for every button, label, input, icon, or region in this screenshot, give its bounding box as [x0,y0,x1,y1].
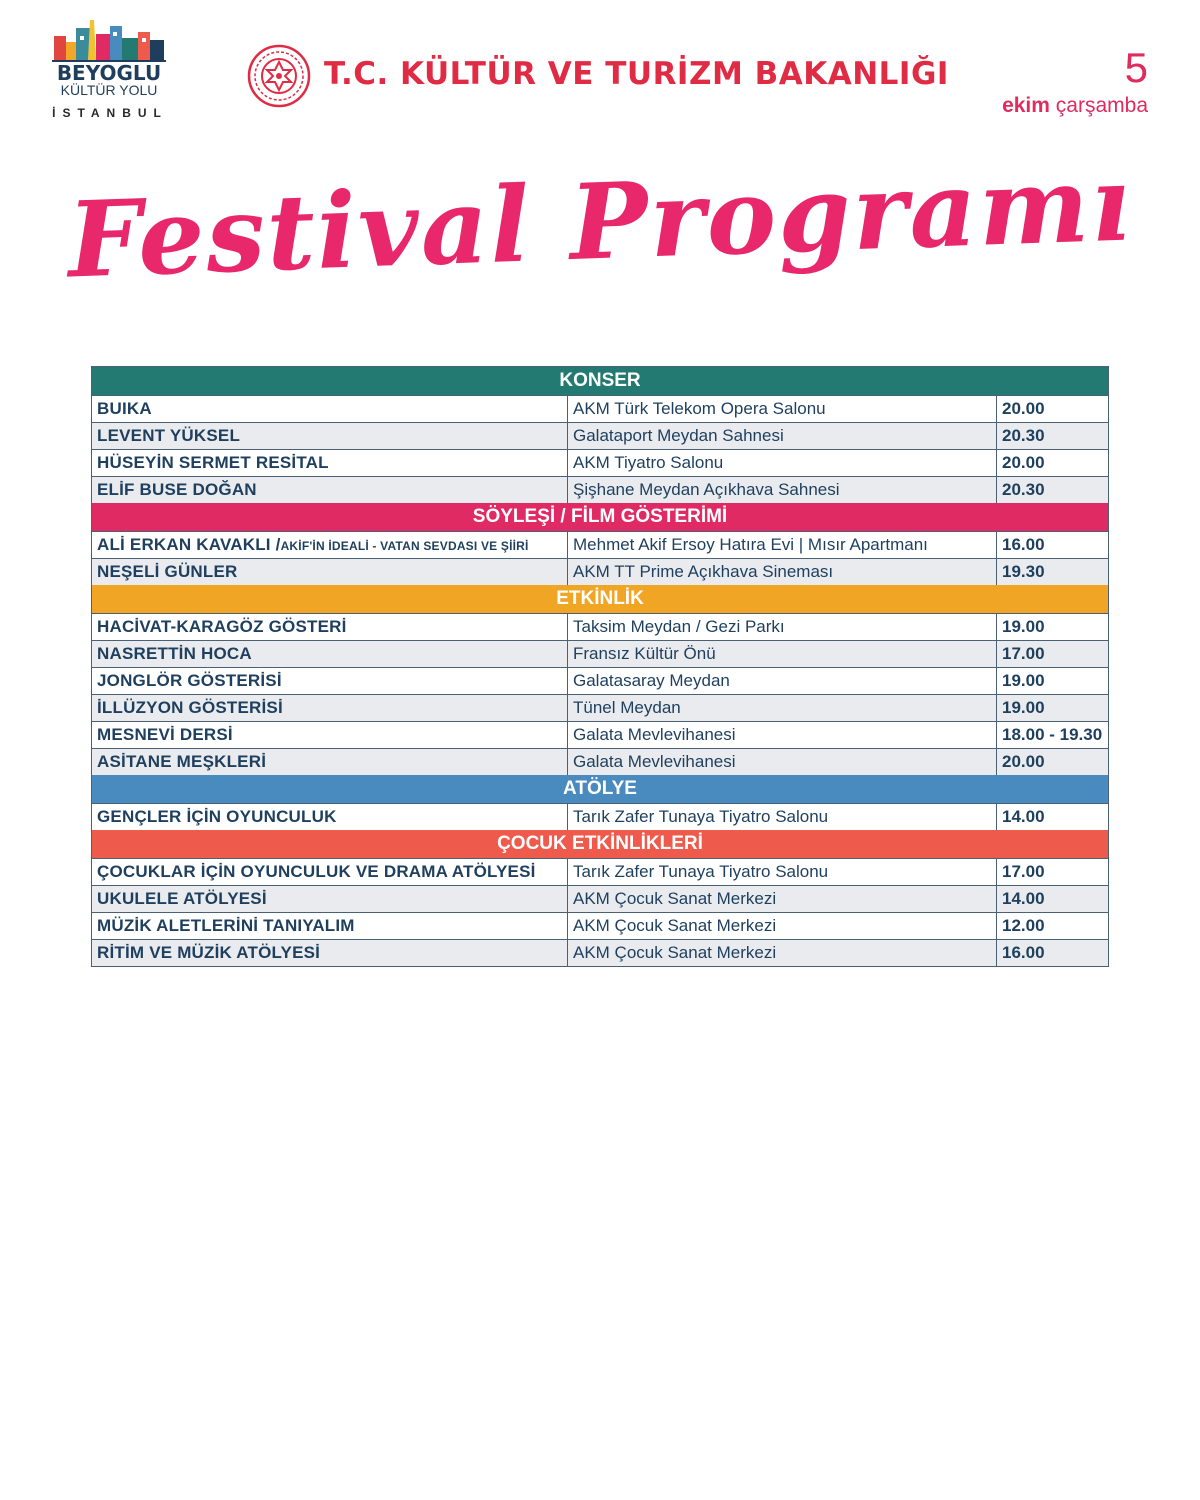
table-row [92,614,1108,641]
logo-brand: BEYOGLU [52,60,166,84]
logo-subtitle: KÜLTÜR YOLU [60,82,158,98]
event-venue: Tarık Zafer Tunaya Tiyatro Salonu [568,859,997,885]
event-venue: Tünel Meydan [568,695,997,721]
event-time: 19.30 [1002,562,1045,581]
event-title: MÜZİK ALETLERİNİ TANIYALIM [97,916,355,935]
event-name [92,559,568,585]
table-row [92,913,1108,940]
event-time: 19.00 [1002,617,1045,636]
event-name [92,695,568,721]
event-venue: Mehmet Akif Ersoy Hatıra Evi | Mısır Apartmanı [568,532,997,558]
table-row [92,722,1108,749]
event-venue: Galatasaray Meydan [568,668,997,694]
event-name [92,722,568,748]
ministry-seal-icon [247,44,311,108]
event-time: 20.30 [1002,426,1045,445]
date-weekday: çarşamba [1055,94,1148,117]
table-row [92,532,1108,559]
section-0 [92,367,1108,503]
table-row [92,940,1108,966]
table-row [92,695,1108,722]
event-venue: AKM Çocuk Sanat Merkezi [568,940,997,966]
event-time: 16.00 [1002,535,1045,554]
table-row [92,423,1108,450]
event-venue: AKM Tiyatro Salonu [568,450,997,476]
event-venue: Taksim Meydan / Gezi Parkı [568,614,997,640]
event-title: GENÇLER İÇİN OYUNCULUK [97,807,337,826]
event-title: ÇOCUKLAR İÇİN OYUNCULUK VE DRAMA ATÖLYESİ [97,862,536,881]
table-row [92,804,1108,830]
logo-city: İSTANBUL [52,106,168,120]
date-day: 5 [1124,44,1148,91]
event-time: 20.00 [1002,752,1045,771]
section-1 [92,503,1108,585]
table-row [92,641,1108,668]
event-venue: Galataport Meydan Sahnesi [568,423,997,449]
event-venue: Tarık Zafer Tunaya Tiyatro Salonu [568,804,997,830]
event-time: 18.00 - 19.30 [1002,725,1103,744]
event-title: İLLÜZYON GÖSTERİSİ [97,698,283,717]
section-4 [92,830,1108,966]
table-row [92,450,1108,477]
event-title: RİTİM VE MÜZİK ATÖLYESİ [97,943,321,962]
section-2 [92,585,1108,775]
event-title: HÜSEYİN SERMET RESİTAL [97,453,329,472]
ministry-name: T.C. KÜLTÜR VE TURİZM BAKANLIĞI [324,56,949,92]
event-name [92,450,568,476]
section-3 [92,775,1108,830]
section-header: SÖYLEŞİ / FİLM GÖSTERİMİ [92,503,1108,532]
event-time: 14.00 [1002,889,1045,908]
event-time: 12.00 [1002,916,1045,935]
section-header: ATÖLYE [92,775,1108,804]
event-name [92,804,568,830]
event-title: LEVENT YÜKSEL [97,426,241,445]
event-venue: Galata Mevlevihanesi [568,749,997,775]
table-row [92,396,1108,423]
page-title: Festival Programı [65,141,1135,302]
event-title: HACİVAT-KARAGÖZ GÖSTERİ [97,617,347,636]
event-time: 17.00 [1002,862,1045,881]
event-title: NEŞELİ GÜNLER [97,562,238,581]
event-time: 19.00 [1002,698,1045,717]
event-time: 19.00 [1002,671,1045,690]
event-time: 17.00 [1002,644,1045,663]
section-rows [92,614,1108,775]
skyline-icon [52,18,166,60]
section-header: ETKİNLİK [92,585,1108,614]
table-row [92,559,1108,585]
event-title: BUIKA [97,399,152,418]
event-title: NASRETTİN HOCA [97,644,252,663]
event-name [92,614,568,640]
event-name [92,940,568,966]
section-header: ÇOCUK ETKİNLİKLERİ [92,830,1108,859]
table-row [92,749,1108,775]
section-rows [92,396,1108,503]
event-venue: Galata Mevlevihanesi [568,722,997,748]
event-name [92,423,568,449]
event-time: 20.00 [1002,399,1045,418]
event-name [92,859,568,885]
event-venue: AKM TT Prime Açıkhava Sineması [568,559,997,585]
event-venue: AKM Çocuk Sanat Merkezi [568,913,997,939]
section-rows [92,804,1108,830]
event-title: ASİTANE MEŞKLERİ [97,752,267,771]
event-time: 20.30 [1002,480,1045,499]
event-name [92,913,568,939]
event-name [92,886,568,912]
event-time: 16.00 [1002,943,1045,962]
event-title: ELİF BUSE DOĞAN [97,480,257,499]
event-name [92,668,568,694]
event-name [92,749,568,775]
date-month: ekim [1002,94,1050,117]
event-time: 14.00 [1002,807,1045,826]
event-name [92,396,568,422]
event-title: ALİ ERKAN KAVAKLI / [97,535,281,554]
event-venue: AKM Çocuk Sanat Merkezi [568,886,997,912]
table-row [92,668,1108,695]
section-rows [92,532,1108,585]
event-title: MESNEVİ DERSİ [97,725,233,744]
event-title: JONGLÖR GÖSTERİSİ [97,671,282,690]
table-row [92,859,1108,886]
section-rows [92,859,1108,966]
event-title: UKULELE ATÖLYESİ [97,889,267,908]
event-name [92,641,568,667]
date-line [1002,94,1148,118]
event-venue: AKM Türk Telekom Opera Salonu [568,396,997,422]
event-name [92,477,568,503]
event-subtitle: AKİF'İN İDEALİ - VATAN SEVDASI VE ŞİİRİ [280,539,529,553]
table-row [92,886,1108,913]
event-venue: Fransız Kültür Önü [568,641,997,667]
event-time: 20.00 [1002,453,1045,472]
event-name [92,532,568,558]
beyoglu-kultur-yolu-logo [48,18,172,123]
table-row [92,477,1108,503]
section-header: KONSER [92,367,1108,396]
schedule-table [91,366,1109,967]
event-venue: Şişhane Meydan Açıkhava Sahnesi [568,477,997,503]
